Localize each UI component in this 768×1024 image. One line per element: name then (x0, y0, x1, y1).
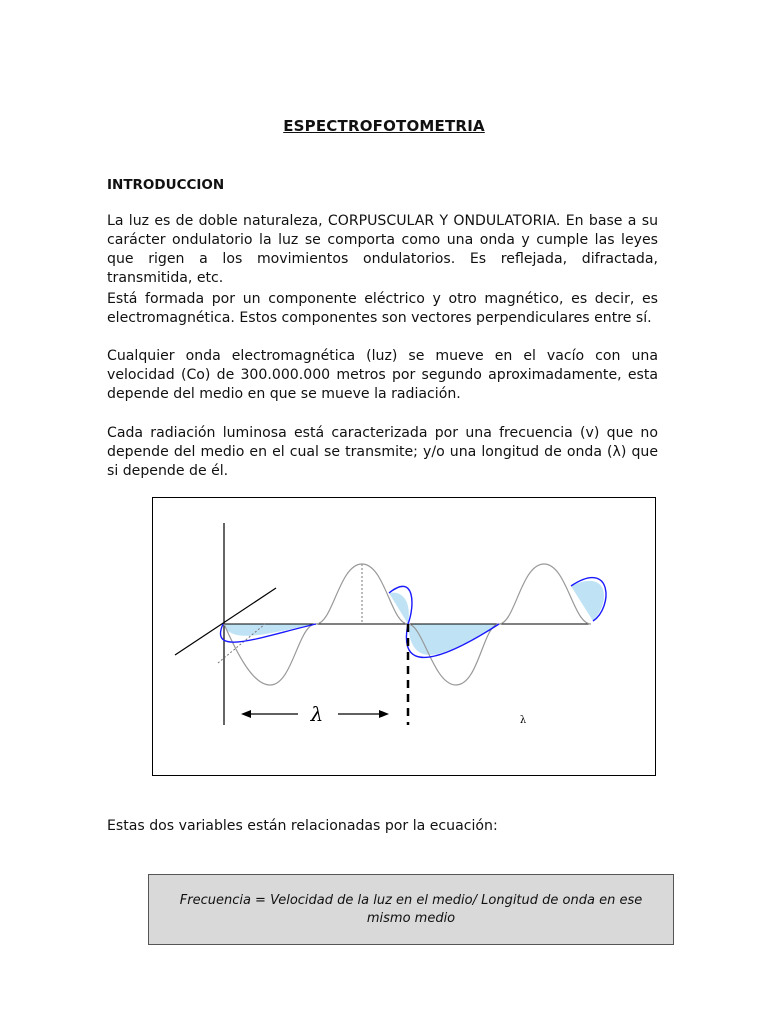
oblique-axis (175, 588, 276, 655)
arrow-right-head (379, 710, 389, 718)
wavelength-label: λ (310, 702, 324, 726)
equation-intro: Estas dos variables están relacionadas por la ecuación: (107, 818, 498, 834)
formula-text: Frecuencia = Velocidad de la luz en el medio/ Longitud de onda en ese mismo medio (179, 892, 643, 926)
magnetic-fill-2 (389, 593, 409, 624)
paragraph-frequency: Cada radiación luminosa está caracterizada por una frecuencia (v) que no depende del medio en el cual se transmite; y/o una longitud de onda (λ) que si depende de él. (107, 425, 658, 479)
small-lambda-label: λ (519, 715, 527, 726)
arrow-left-head (241, 710, 251, 718)
document-title: ESPECTROFOTOMETRIA (283, 117, 485, 135)
formula-box (148, 874, 674, 945)
wave-diagram (153, 498, 657, 777)
paragraph-nature: La luz es de doble naturaleza, CORPUSCULAR Y ONDULATORIA. En base a su carácter ondulatorio la luz se comporta como una onda y cumple las leyes que rigen a los movimientos ondulatorios. Es reflejada, difractada, transmitida, etc. (107, 213, 658, 286)
wave-figure (152, 497, 656, 776)
magnetic-fill-1 (223, 624, 316, 636)
paragraph-components: Está formada por un componente eléctrico y otro magnético, es decir, es electromagnética. Estos componentes son vectores perpendiculares entre sí. (107, 291, 658, 326)
section-heading: INTRODUCCION (107, 177, 225, 193)
paragraph-velocity: Cualquier onda electromagnética (luz) se mueve en el vacío con una velocidad (Co) de 300.000.000 metros por segundo aproximadamente, esta depende del medio en que se mueve la radiación. (107, 348, 658, 402)
